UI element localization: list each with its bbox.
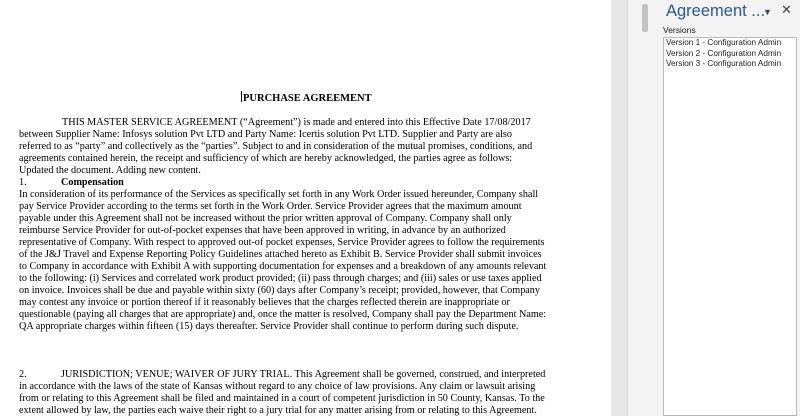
paragraph-line: between Supplier Name: Infosys solution Pvt LTD and Party Name: Icertis solution Pvt LTD. Supplier and Party are also [19,129,512,140]
version-item[interactable]: Version 1 - Configuration Admin [666,38,782,47]
paragraph-line: QA appropriate charges within fifteen (15) days thereafter. Service Provider shall continue to perform during such dispute. [19,321,519,332]
document-title-text: PURCHASE AGREEMENT [243,93,372,104]
paragraph-line: In consideration of its performance of the Services as specifically set forth in any Work Order issued hereunder, Company shall [19,189,539,200]
paragraph-line: pay Service Provider according to the terms set forth in the Work Order. Service Provider agrees that the maximum amount [19,201,522,212]
paragraph-line: questionable (paying all charges that are appropriate) and, once the matter is resolved, Company shall pay the Department Name: [19,309,547,320]
paragraph-line: to Company in accordance with Exhibit A with supporting documentation for expenses and a breakdown of any amounts relevant [19,261,547,272]
document-scrollbar[interactable] [627,0,657,416]
pane-title: Agreement ... [666,2,766,20]
scrollbar-thumb[interactable] [642,4,648,32]
paragraph-line: referred to as “party” and collectively as the “parties”. Subject to and in consideration of the mutual promises, conditions, and [19,141,533,152]
paragraph-line: reimburse Service Provider for out-of-pocket expenses that have been approved in writing, in advance by an authorized [19,225,506,236]
paragraph-line: extent allowed by law, the parties each waive their right to a jury trial for any matter arising from or relating to this Agreement. [19,405,537,416]
tab-versions[interactable]: Versions [663,25,696,35]
paragraph-line: payable under this Agreement shall not be increased without the prior written approval of Company. Company shall only [19,213,512,224]
paragraph-line: agreements contained herein, the receipt and sufficiency of which are hereby acknowledged, the parties agree as follows: [19,153,513,164]
paragraph-line: on invoice. Invoices shall be due and payable within sixty (60) days after Company’s receipt; provided, however, that Company [19,285,540,296]
paragraph-line: Updated the document. Adding new content. [19,165,201,176]
versions-list[interactable] [663,37,797,416]
close-icon[interactable]: ✕ [781,2,792,17]
paragraph-line: representative of Company. With respect to approved out-of pocket expenses, Service Provider agrees to follow the requirements [19,237,545,248]
section-1-heading: 1. Compensation [19,177,124,188]
paragraph-line: of the J&J Travel and Expense Reporting Policy Guidelines attached hereto as Exhibit B. Service Provider shall submit invoices [19,249,542,260]
paragraph-line: to the following: (i) Services and correlated work product provided; (ii) pass through charges; and (iii) sales or use taxes applied [19,273,542,284]
paragraph-line: may contest any invoice or portion thereof if it reasonably believes that the charges reflected therein are inappropriate or [19,297,510,308]
version-item[interactable]: Version 3 - Configuration Admin [666,59,782,68]
paragraph-line: from or relating to this Agreement shall be filed and maintained in a court of competent jurisdiction in 50 County, Kansas. To the [19,393,545,404]
paragraph-line: in accordance with the laws of the state of Kansas without regard to any choice of law provisions. Any claim or lawsuit arising [19,381,536,392]
section-2-heading: 2. JURISDICTION; VENUE; WAIVER OF JURY TRIAL. This Agreement shall be governed, construed, and interpreted [19,369,546,380]
chevron-down-icon[interactable]: ▼ [763,7,772,17]
agreement-task-pane [657,0,800,416]
section-2-paragraph [19,369,554,416]
version-item[interactable]: Version 2 - Configuration Admin [666,48,782,58]
document-title [241,91,372,105]
intro-paragraph [19,117,554,333]
paragraph-line: THIS MASTER SERVICE AGREEMENT (“Agreement”) is made and entered into this Effective Date 17/08/2017 [62,117,531,128]
text-cursor [241,91,242,102]
